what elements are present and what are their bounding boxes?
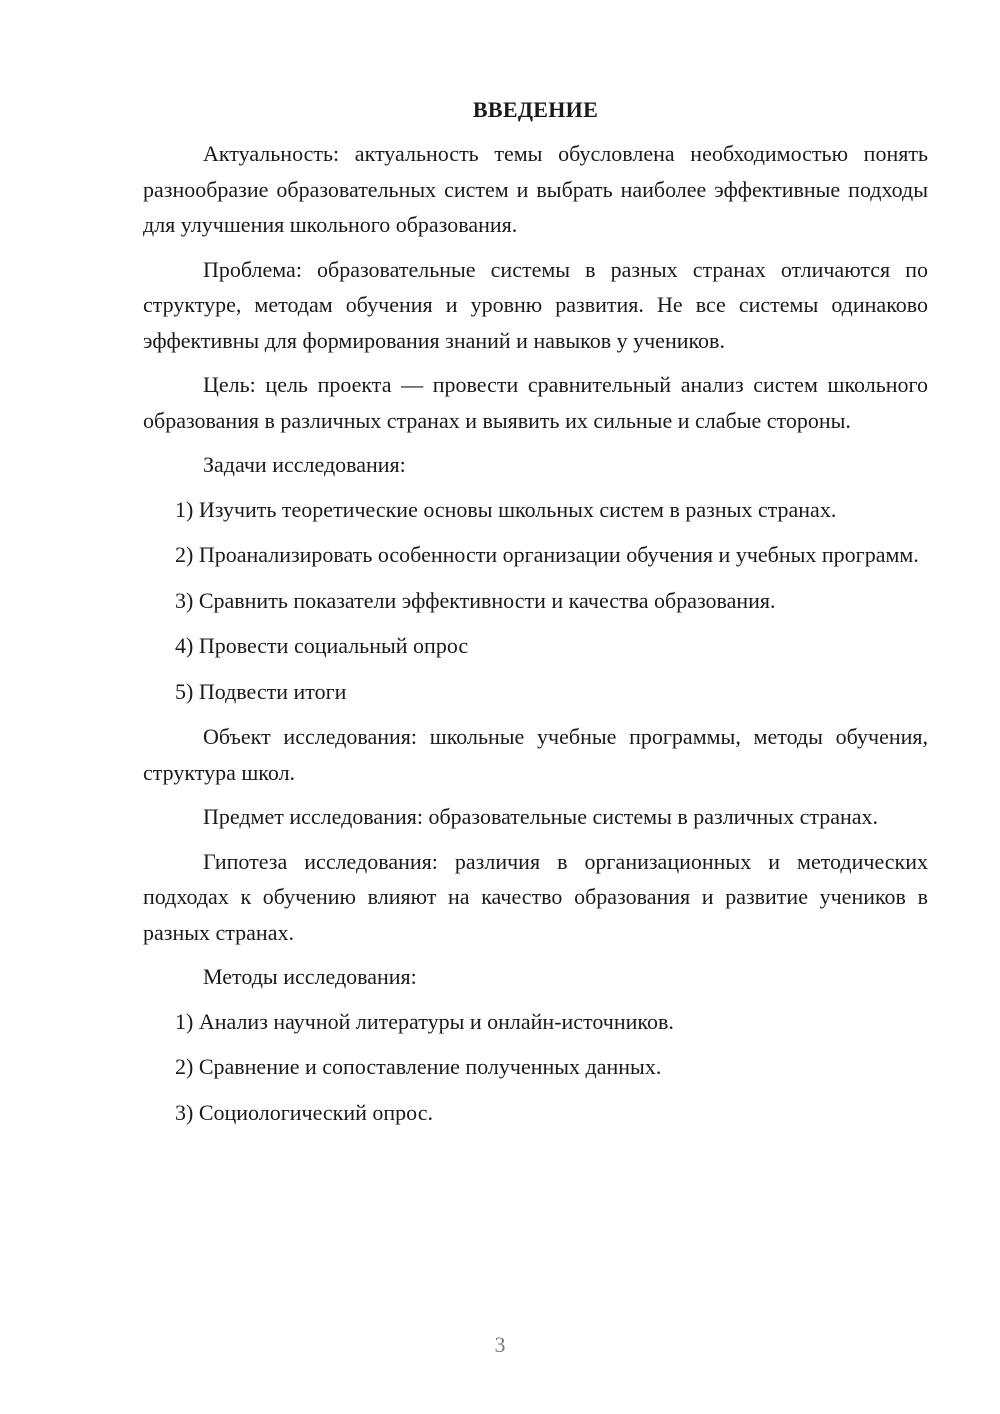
method-item-3: 3) Социологический опрос. [175, 1099, 433, 1125]
tasks-list [143, 492, 928, 710]
task-item-4: 4) Провести социальный опрос [175, 633, 469, 658]
paragraph-hypothesis: Гипотеза исследования: различия в организационных и методических подходах к обучению влияют на качество образования и развитие учеников в разных странах. [143, 848, 928, 945]
methods-list [143, 1004, 928, 1131]
paragraph-subject: Предмет исследования: образовательные системы в различных странах. [203, 804, 879, 829]
task-item-5: 5) Подвести итоги [175, 678, 347, 704]
paragraph-goal: Цель: цель проекта — провести сравнительный анализ систем школьного образования в различных странах и выявить их сильные и слабые стороны. [143, 372, 928, 433]
tasks-heading: Задачи исследования: [203, 452, 406, 477]
task-item-1: 1) Изучить теоретические основы школьных систем в разных странах. [175, 496, 837, 522]
paragraph-relevance: Актуальность: актуальность темы обусловлена необходимостью понять разнообразие образовательных систем и выбрать наиболее эффективные подходы для улучшения школьного образования. [143, 141, 928, 237]
document-page [143, 92, 928, 1140]
task-item-3: 3) Сравнить показатели эффективности и качества образования. [175, 587, 776, 613]
task-item-2: 2) Проанализировать особенности организации обучения и учебных программ. [175, 542, 919, 567]
paragraph-object: Объект исследования: школьные учебные программы, методы обучения, структура школ. [143, 724, 928, 785]
page-number: 3 [494, 1332, 506, 1357]
methods-heading: Методы исследования: [203, 964, 417, 989]
method-item-2: 2) Сравнение и сопоставление полученных данных. [175, 1054, 662, 1079]
method-item-1: 1) Анализ научной литературы и онлайн-источников. [175, 1008, 674, 1034]
paragraph-problem: Проблема: образовательные системы в разных странах отличаются по структуре, методам обучения и уровню развития. Не все системы одинаково эффективны для формирования знаний и навыков у учеников. [143, 256, 928, 353]
section-title: ВВЕДЕНИЕ [472, 97, 599, 122]
